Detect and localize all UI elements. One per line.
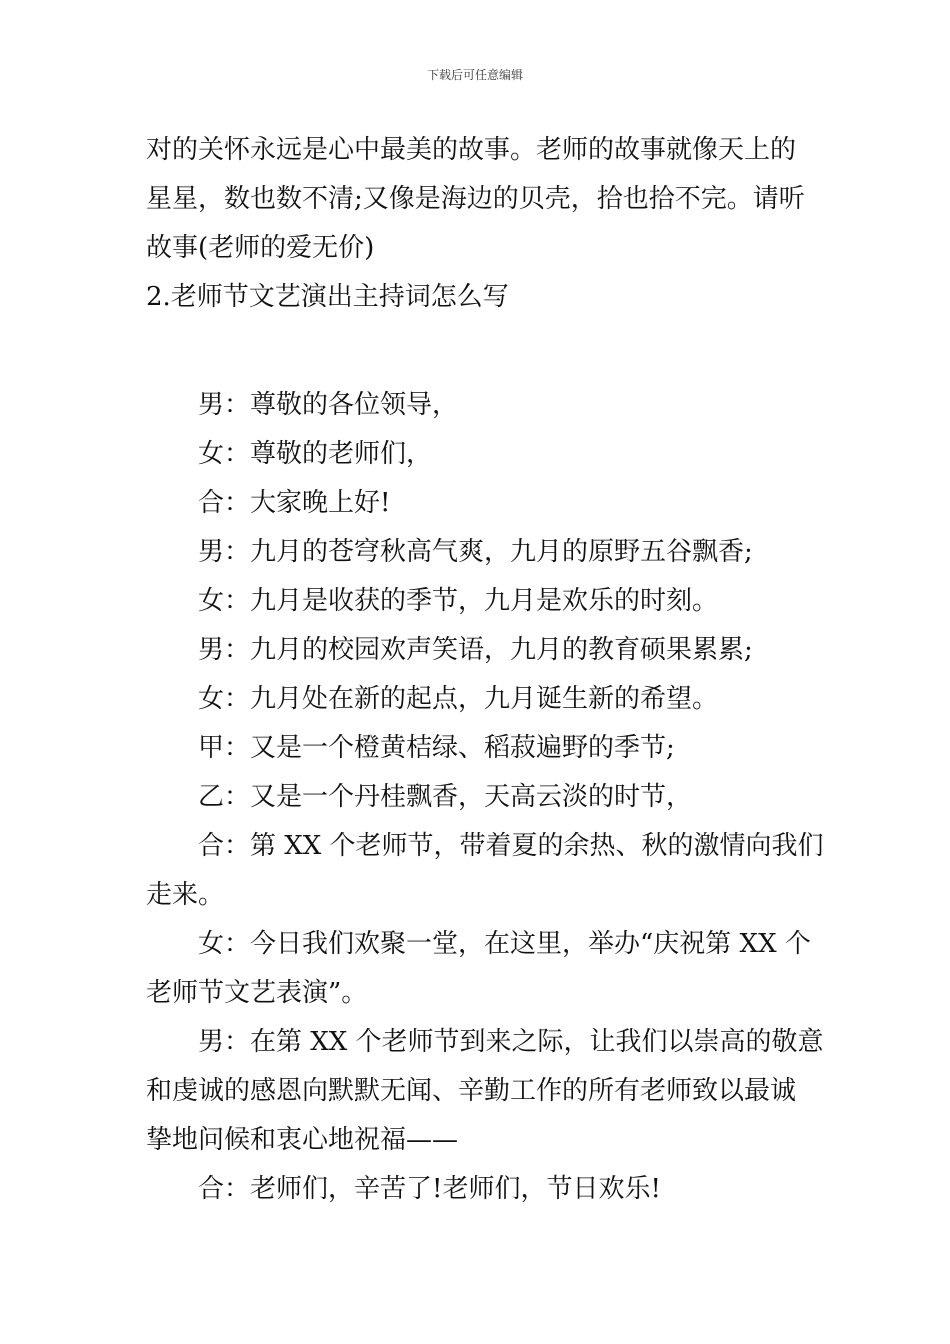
script-line: 甲：又是一个橙黄桔绿、稻菽遍野的季节; [198,733,675,763]
script-line-continuation: 老师节文艺表演”。 [146,978,368,1008]
script-line: 男：九月的苍穹秋高气爽，九月的原野五谷飘香; [198,537,753,567]
paragraph-gap [146,322,810,381]
script-line: 合：第 XX 个老师节，带着夏的余热、秋的激情向我们 [198,831,824,861]
script-line: 女：九月处在新的起点，九月诞生新的希望。 [198,684,719,714]
script-line-continuation: 和虔诚的感恩向默默无闻、辛勤工作的所有老师致以最诚 [146,1076,797,1106]
page-header: 下载后可任意编辑 [426,68,523,82]
section-title: 2.老师节文艺演出主持词怎么写 [146,282,509,312]
script-line: 乙：又是一个丹桂飘香，天高云淡的时节， [198,782,693,812]
script-line: 女：尊敬的老师们， [198,439,433,469]
script-line: 合：老师们，辛苦了!老师们，节日欢乐! [198,1174,661,1204]
script-line: 男：尊敬的各位领导， [198,390,459,420]
script-line: 合：大家晚上好! [198,488,391,518]
script-line-continuation: 走来。 [146,880,225,910]
script-line: 男：在第 XX 个老师节到来之际，让我们以崇高的敬意 [198,1027,824,1057]
script-line: 女：今日我们欢聚一堂，在这里，举办“庆祝第 XX 个 [198,929,811,959]
script-line-continuation: 挚地问候和衷心地祝福—— [146,1125,459,1155]
document-body [146,126,824,1214]
intro-line-1: 对的关怀永远是心中最美的故事。老师的故事就像天上的 [146,135,797,165]
intro-line-3: 故事(老师的爱无价) [146,233,375,263]
script-line: 女：九月是收获的季节，九月是欢乐的时刻。 [198,586,719,616]
script-line: 男：九月的校园欢声笑语，九月的教育硕果累累; [198,635,753,665]
intro-line-2: 星星，数也数不清;又像是海边的贝壳，拾也拾不完。请听 [146,184,805,214]
